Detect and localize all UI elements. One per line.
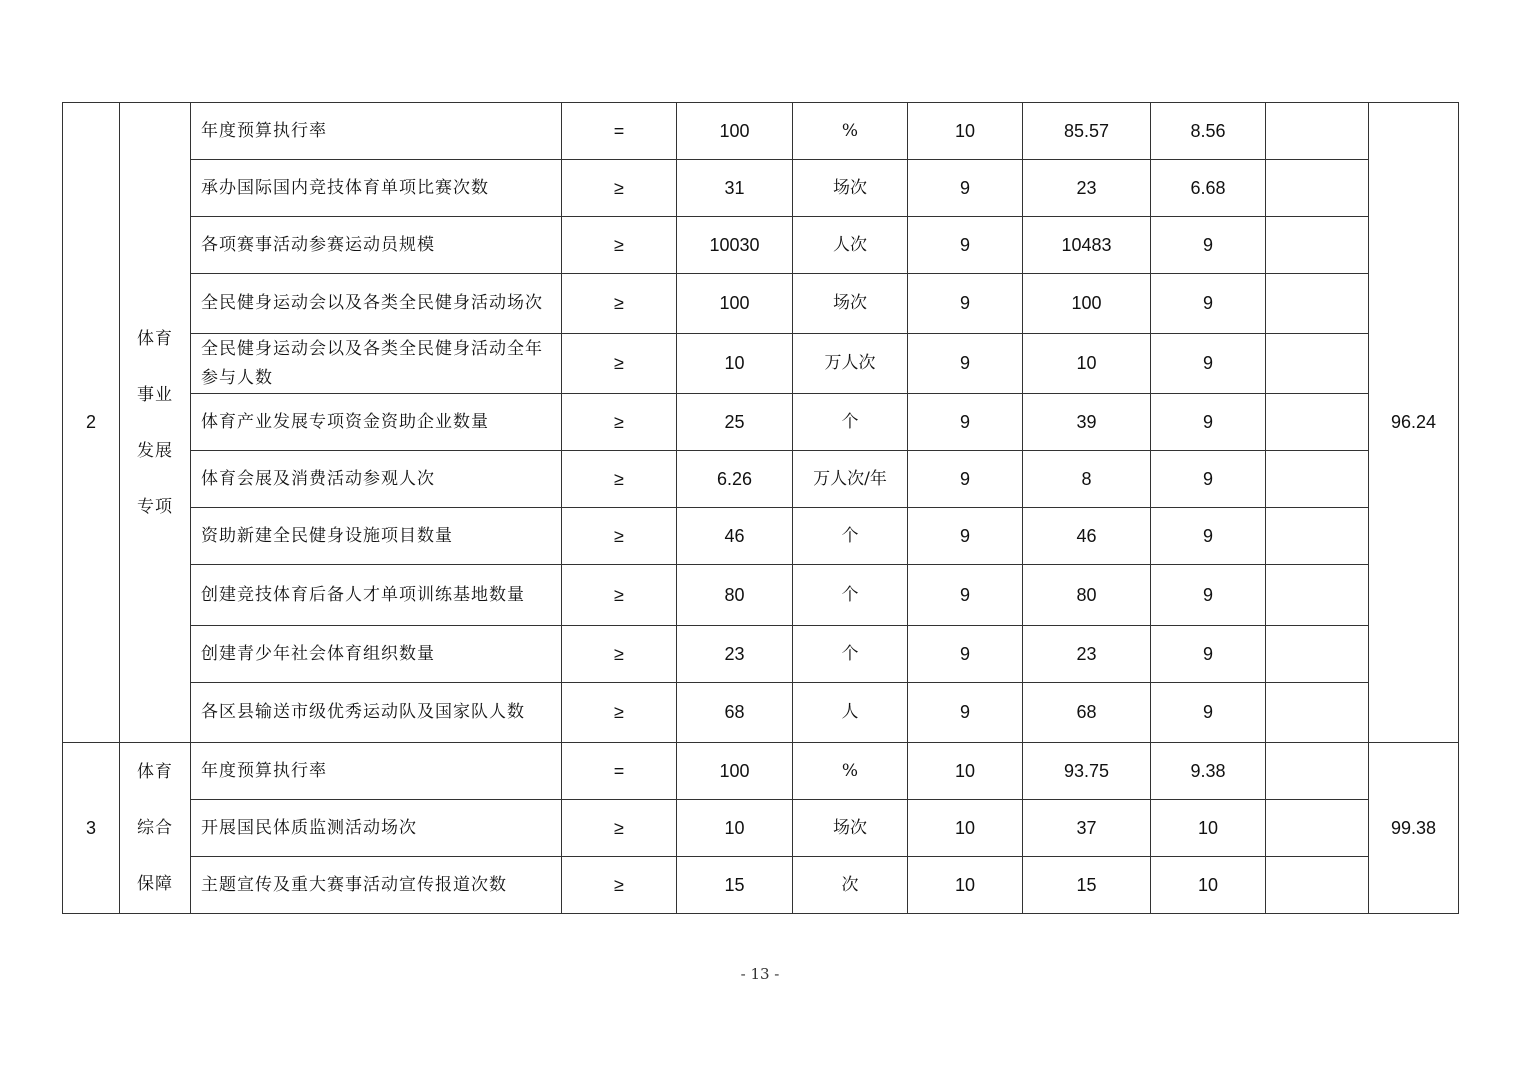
- score-cell: 9: [1151, 217, 1266, 274]
- weight-cell: 9: [908, 160, 1023, 217]
- note-cell: [1266, 857, 1369, 914]
- unit-cell: 人: [793, 683, 908, 743]
- weight-cell: 9: [908, 451, 1023, 508]
- group-index-cell: 3: [63, 743, 120, 914]
- indicator-cell: 各区县输送市级优秀运动队及国家队人数: [191, 683, 562, 743]
- score-cell: 9: [1151, 565, 1266, 626]
- indicator-cell: 主题宣传及重大赛事活动宣传报道次数: [191, 857, 562, 914]
- table-row: [63, 394, 1459, 451]
- score-cell: 10: [1151, 857, 1266, 914]
- operator-cell: =: [562, 103, 677, 160]
- score-cell: 9: [1151, 508, 1266, 565]
- target-value-cell: 100: [677, 743, 793, 800]
- table-row: [63, 857, 1459, 914]
- target-value-cell: 68: [677, 683, 793, 743]
- weight-cell: 10: [908, 743, 1023, 800]
- unit-cell: 场次: [793, 160, 908, 217]
- unit-cell: 个: [793, 394, 908, 451]
- actual-value-cell: 23: [1023, 160, 1151, 217]
- operator-cell: ≥: [562, 274, 677, 334]
- note-cell: [1266, 451, 1369, 508]
- note-cell: [1266, 334, 1369, 394]
- unit-cell: 万人次: [793, 334, 908, 394]
- operator-cell: ≥: [562, 857, 677, 914]
- operator-cell: ≥: [562, 683, 677, 743]
- indicator-cell: 资助新建全民健身设施项目数量: [191, 508, 562, 565]
- unit-cell: 个: [793, 508, 908, 565]
- weight-cell: 9: [908, 508, 1023, 565]
- actual-value-cell: 10: [1023, 334, 1151, 394]
- table-row: [63, 565, 1459, 626]
- category-line: 事业: [137, 384, 173, 405]
- actual-value-cell: 85.57: [1023, 103, 1151, 160]
- indicator-cell: 年度预算执行率: [191, 743, 562, 800]
- note-cell: [1266, 743, 1369, 800]
- group-category-cell: [120, 103, 191, 743]
- indicator-cell: 创建青少年社会体育组织数量: [191, 626, 562, 683]
- weight-cell: 9: [908, 626, 1023, 683]
- unit-cell: %: [793, 103, 908, 160]
- note-cell: [1266, 683, 1369, 743]
- indicator-cell: 体育会展及消费活动参观人次: [191, 451, 562, 508]
- target-value-cell: 10: [677, 334, 793, 394]
- score-cell: 9: [1151, 394, 1266, 451]
- unit-cell: 次: [793, 857, 908, 914]
- category-line: 体育: [137, 762, 173, 782]
- note-cell: [1266, 626, 1369, 683]
- actual-value-cell: 8: [1023, 451, 1151, 508]
- target-value-cell: 23: [677, 626, 793, 683]
- table-row: [63, 800, 1459, 857]
- operator-cell: ≥: [562, 508, 677, 565]
- operator-cell: ≥: [562, 451, 677, 508]
- operator-cell: ≥: [562, 565, 677, 626]
- note-cell: [1266, 274, 1369, 334]
- note-cell: [1266, 103, 1369, 160]
- weight-cell: 10: [908, 857, 1023, 914]
- note-cell: [1266, 217, 1369, 274]
- weight-cell: 9: [908, 274, 1023, 334]
- category-line: 体育: [137, 328, 173, 349]
- table-row: [63, 160, 1459, 217]
- target-value-cell: 6.26: [677, 451, 793, 508]
- page-number: - 13 -: [740, 965, 780, 983]
- indicator-cell: 开展国民体质监测活动场次: [191, 800, 562, 857]
- operator-cell: ≥: [562, 160, 677, 217]
- group-category-cell: [120, 743, 191, 914]
- target-value-cell: 15: [677, 857, 793, 914]
- weight-cell: 9: [908, 394, 1023, 451]
- table-row: [63, 451, 1459, 508]
- unit-cell: 人次: [793, 217, 908, 274]
- table-row: [63, 508, 1459, 565]
- note-cell: [1266, 565, 1369, 626]
- weight-cell: 9: [908, 565, 1023, 626]
- operator-cell: ≥: [562, 334, 677, 394]
- table-row: [63, 626, 1459, 683]
- unit-cell: 万人次/年: [793, 451, 908, 508]
- indicator-cell: 承办国际国内竞技体育单项比赛次数: [191, 160, 562, 217]
- target-value-cell: 80: [677, 565, 793, 626]
- category-line: 保障: [137, 874, 173, 894]
- actual-value-cell: 100: [1023, 274, 1151, 334]
- score-cell: 9: [1151, 683, 1266, 743]
- table-body: [63, 103, 1459, 914]
- note-cell: [1266, 508, 1369, 565]
- category-line: 专项: [137, 496, 173, 517]
- score-cell: 9: [1151, 626, 1266, 683]
- indicator-cell: 创建竞技体育后备人才单项训练基地数量: [191, 565, 562, 626]
- actual-value-cell: 93.75: [1023, 743, 1151, 800]
- score-cell: 9.38: [1151, 743, 1266, 800]
- indicator-cell: 年度预算执行率: [191, 103, 562, 160]
- unit-cell: 场次: [793, 800, 908, 857]
- actual-value-cell: 15: [1023, 857, 1151, 914]
- weight-cell: 9: [908, 217, 1023, 274]
- note-cell: [1266, 160, 1369, 217]
- actual-value-cell: 46: [1023, 508, 1151, 565]
- unit-cell: 个: [793, 565, 908, 626]
- indicator-cell: 全民健身运动会以及各类全民健身活动全年参与人数: [191, 334, 562, 394]
- actual-value-cell: 80: [1023, 565, 1151, 626]
- actual-value-cell: 37: [1023, 800, 1151, 857]
- table-row: [63, 683, 1459, 743]
- target-value-cell: 46: [677, 508, 793, 565]
- operator-cell: =: [562, 743, 677, 800]
- group-total-score-cell: 99.38: [1369, 743, 1459, 914]
- unit-cell: %: [793, 743, 908, 800]
- table-row: [63, 217, 1459, 274]
- table-row: [63, 743, 1459, 800]
- actual-value-cell: 39: [1023, 394, 1151, 451]
- performance-table: [62, 102, 1459, 914]
- note-cell: [1266, 394, 1369, 451]
- score-cell: 8.56: [1151, 103, 1266, 160]
- weight-cell: 9: [908, 334, 1023, 394]
- target-value-cell: 10: [677, 800, 793, 857]
- target-value-cell: 31: [677, 160, 793, 217]
- target-value-cell: 10030: [677, 217, 793, 274]
- actual-value-cell: 68: [1023, 683, 1151, 743]
- table-row: [63, 334, 1459, 394]
- group-total-score-cell: 96.24: [1369, 103, 1459, 743]
- score-cell: 9: [1151, 451, 1266, 508]
- unit-cell: 场次: [793, 274, 908, 334]
- indicator-cell: 全民健身运动会以及各类全民健身活动场次: [191, 274, 562, 334]
- unit-cell: 个: [793, 626, 908, 683]
- score-cell: 6.68: [1151, 160, 1266, 217]
- target-value-cell: 100: [677, 274, 793, 334]
- operator-cell: ≥: [562, 626, 677, 683]
- group-index-cell: 2: [63, 103, 120, 743]
- weight-cell: 10: [908, 103, 1023, 160]
- actual-value-cell: 10483: [1023, 217, 1151, 274]
- note-cell: [1266, 800, 1369, 857]
- score-cell: 9: [1151, 274, 1266, 334]
- category-line: 发展: [137, 440, 173, 461]
- indicator-cell: 各项赛事活动参赛运动员规模: [191, 217, 562, 274]
- indicator-cell: 体育产业发展专项资金资助企业数量: [191, 394, 562, 451]
- score-cell: 9: [1151, 334, 1266, 394]
- operator-cell: ≥: [562, 800, 677, 857]
- actual-value-cell: 23: [1023, 626, 1151, 683]
- score-cell: 10: [1151, 800, 1266, 857]
- table-row: [63, 274, 1459, 334]
- target-value-cell: 25: [677, 394, 793, 451]
- table-row: [63, 103, 1459, 160]
- category-line: 综合: [137, 818, 173, 838]
- target-value-cell: 100: [677, 103, 793, 160]
- operator-cell: ≥: [562, 217, 677, 274]
- weight-cell: 9: [908, 683, 1023, 743]
- operator-cell: ≥: [562, 394, 677, 451]
- weight-cell: 10: [908, 800, 1023, 857]
